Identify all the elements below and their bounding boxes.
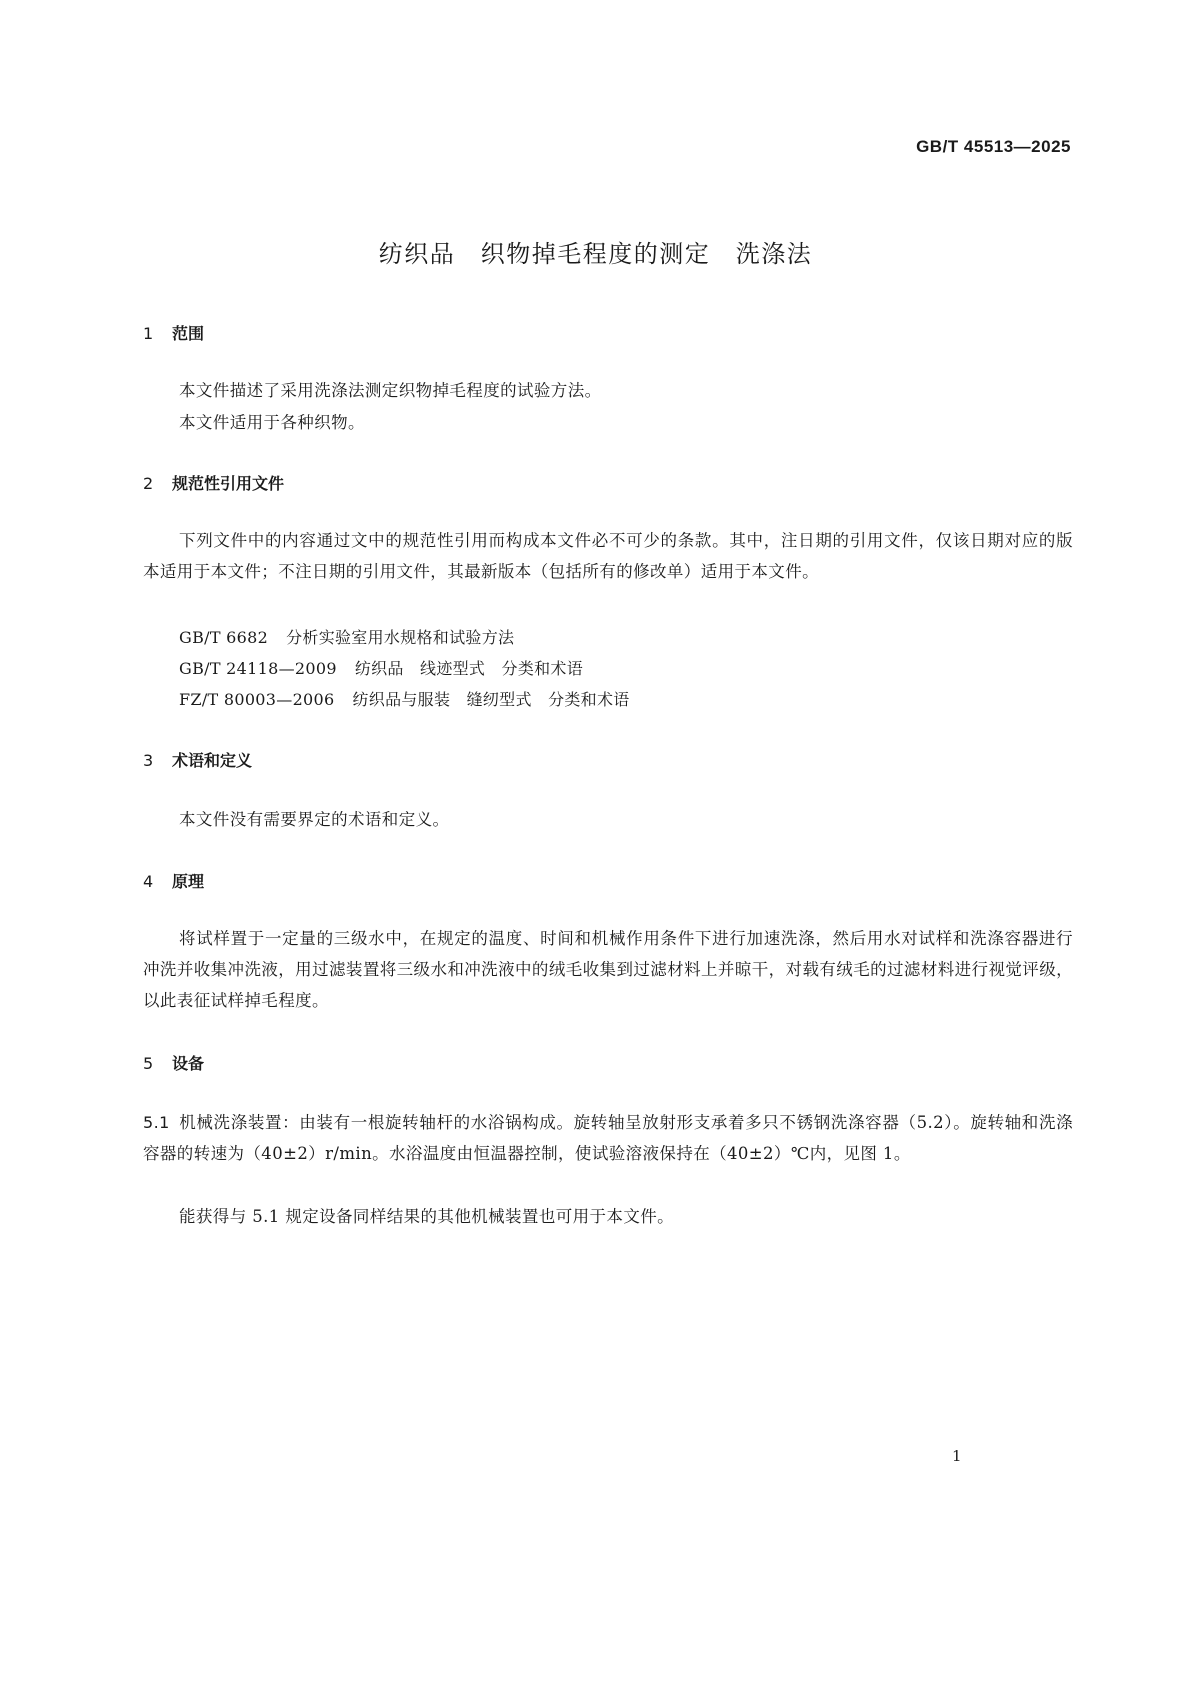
principle-paragraph: 将试样置于一定量的三级水中，在规定的温度、时间和机械作用条件下进行加速洗涤，然后用水对试样和洗涤容器进行冲洗并收集冲洗液，用过滤装置将三级水和冲洗液中的绒毛收集到过滤材料上并晾干，对载有绒毛的过滤材料进行视觉评级，以此表征试样掉毛程度。 [143,929,1073,1010]
reference-item [179,625,514,648]
section-heading-3 [143,748,252,771]
section-title: 原理 [172,872,205,891]
section-title: 范围 [172,324,205,343]
reference-item [179,687,630,710]
section-number: 1 [143,324,154,343]
terms-line: 本文件没有需要界定的术语和定义。 [179,810,450,829]
reference-title: 分析实验室用水规格和试验方法 [286,628,515,647]
reference-code: GB/T 24118—2009 [179,659,337,678]
section-number: 5 [143,1054,154,1073]
reference-code: FZ/T 80003—2006 [179,690,335,709]
reference-code: GB/T 6682 [179,628,269,647]
section-heading-5 [143,1051,204,1074]
section-number: 3 [143,751,154,770]
clause-5-1 [143,1107,1073,1169]
scope-line-2: 本文件适用于各种织物。 [179,413,365,432]
clause-text: 机械洗涤装置：由装有一根旋转轴杆的水浴锅构成。旋转轴呈放射形支承着多只不锈钢洗涤容器（5.2）。旋转轴和洗涤容器的转速为（40±2）r/min。水浴温度由恒温器控制，使试验溶液保持在（40±2）℃内，见图 1。 [143,1113,1073,1163]
scope-line-1: 本文件描述了采用洗涤法测定织物掉毛程度的试验方法。 [179,381,602,400]
reference-item [179,656,583,679]
section-title: 设备 [172,1054,205,1073]
section-heading-1 [143,321,204,344]
standard-number: GB/T 45513—2025 [916,137,1071,156]
section-number: 4 [143,872,154,891]
reference-title: 纺织品 线迹型式 分类和术语 [354,659,584,678]
section-heading-4 [143,869,204,892]
section-number: 2 [143,474,154,493]
equipment-note-line: 能获得与 5.1 规定设备同样结果的其他机械装置也可用于本文件。 [179,1207,675,1226]
section-title: 规范性引用文件 [172,474,285,493]
page-number: 1 [952,1447,962,1465]
normative-references-paragraph: 下列文件中的内容通过文中的规范性引用而构成本文件必不可少的条款。其中，注日期的引用文件，仅该日期对应的版本适用于本文件；不注日期的引用文件，其最新版本（包括所有的修改单）适用于本文件。 [143,531,1073,581]
document-title: 纺织品 织物掉毛程度的测定 洗涤法 [378,240,813,268]
reference-title: 纺织品与服装 缝纫型式 分类和术语 [352,690,630,709]
section-title: 术语和定义 [172,751,253,770]
clause-number: 5.1 [143,1113,170,1132]
section-heading-2 [143,471,284,494]
